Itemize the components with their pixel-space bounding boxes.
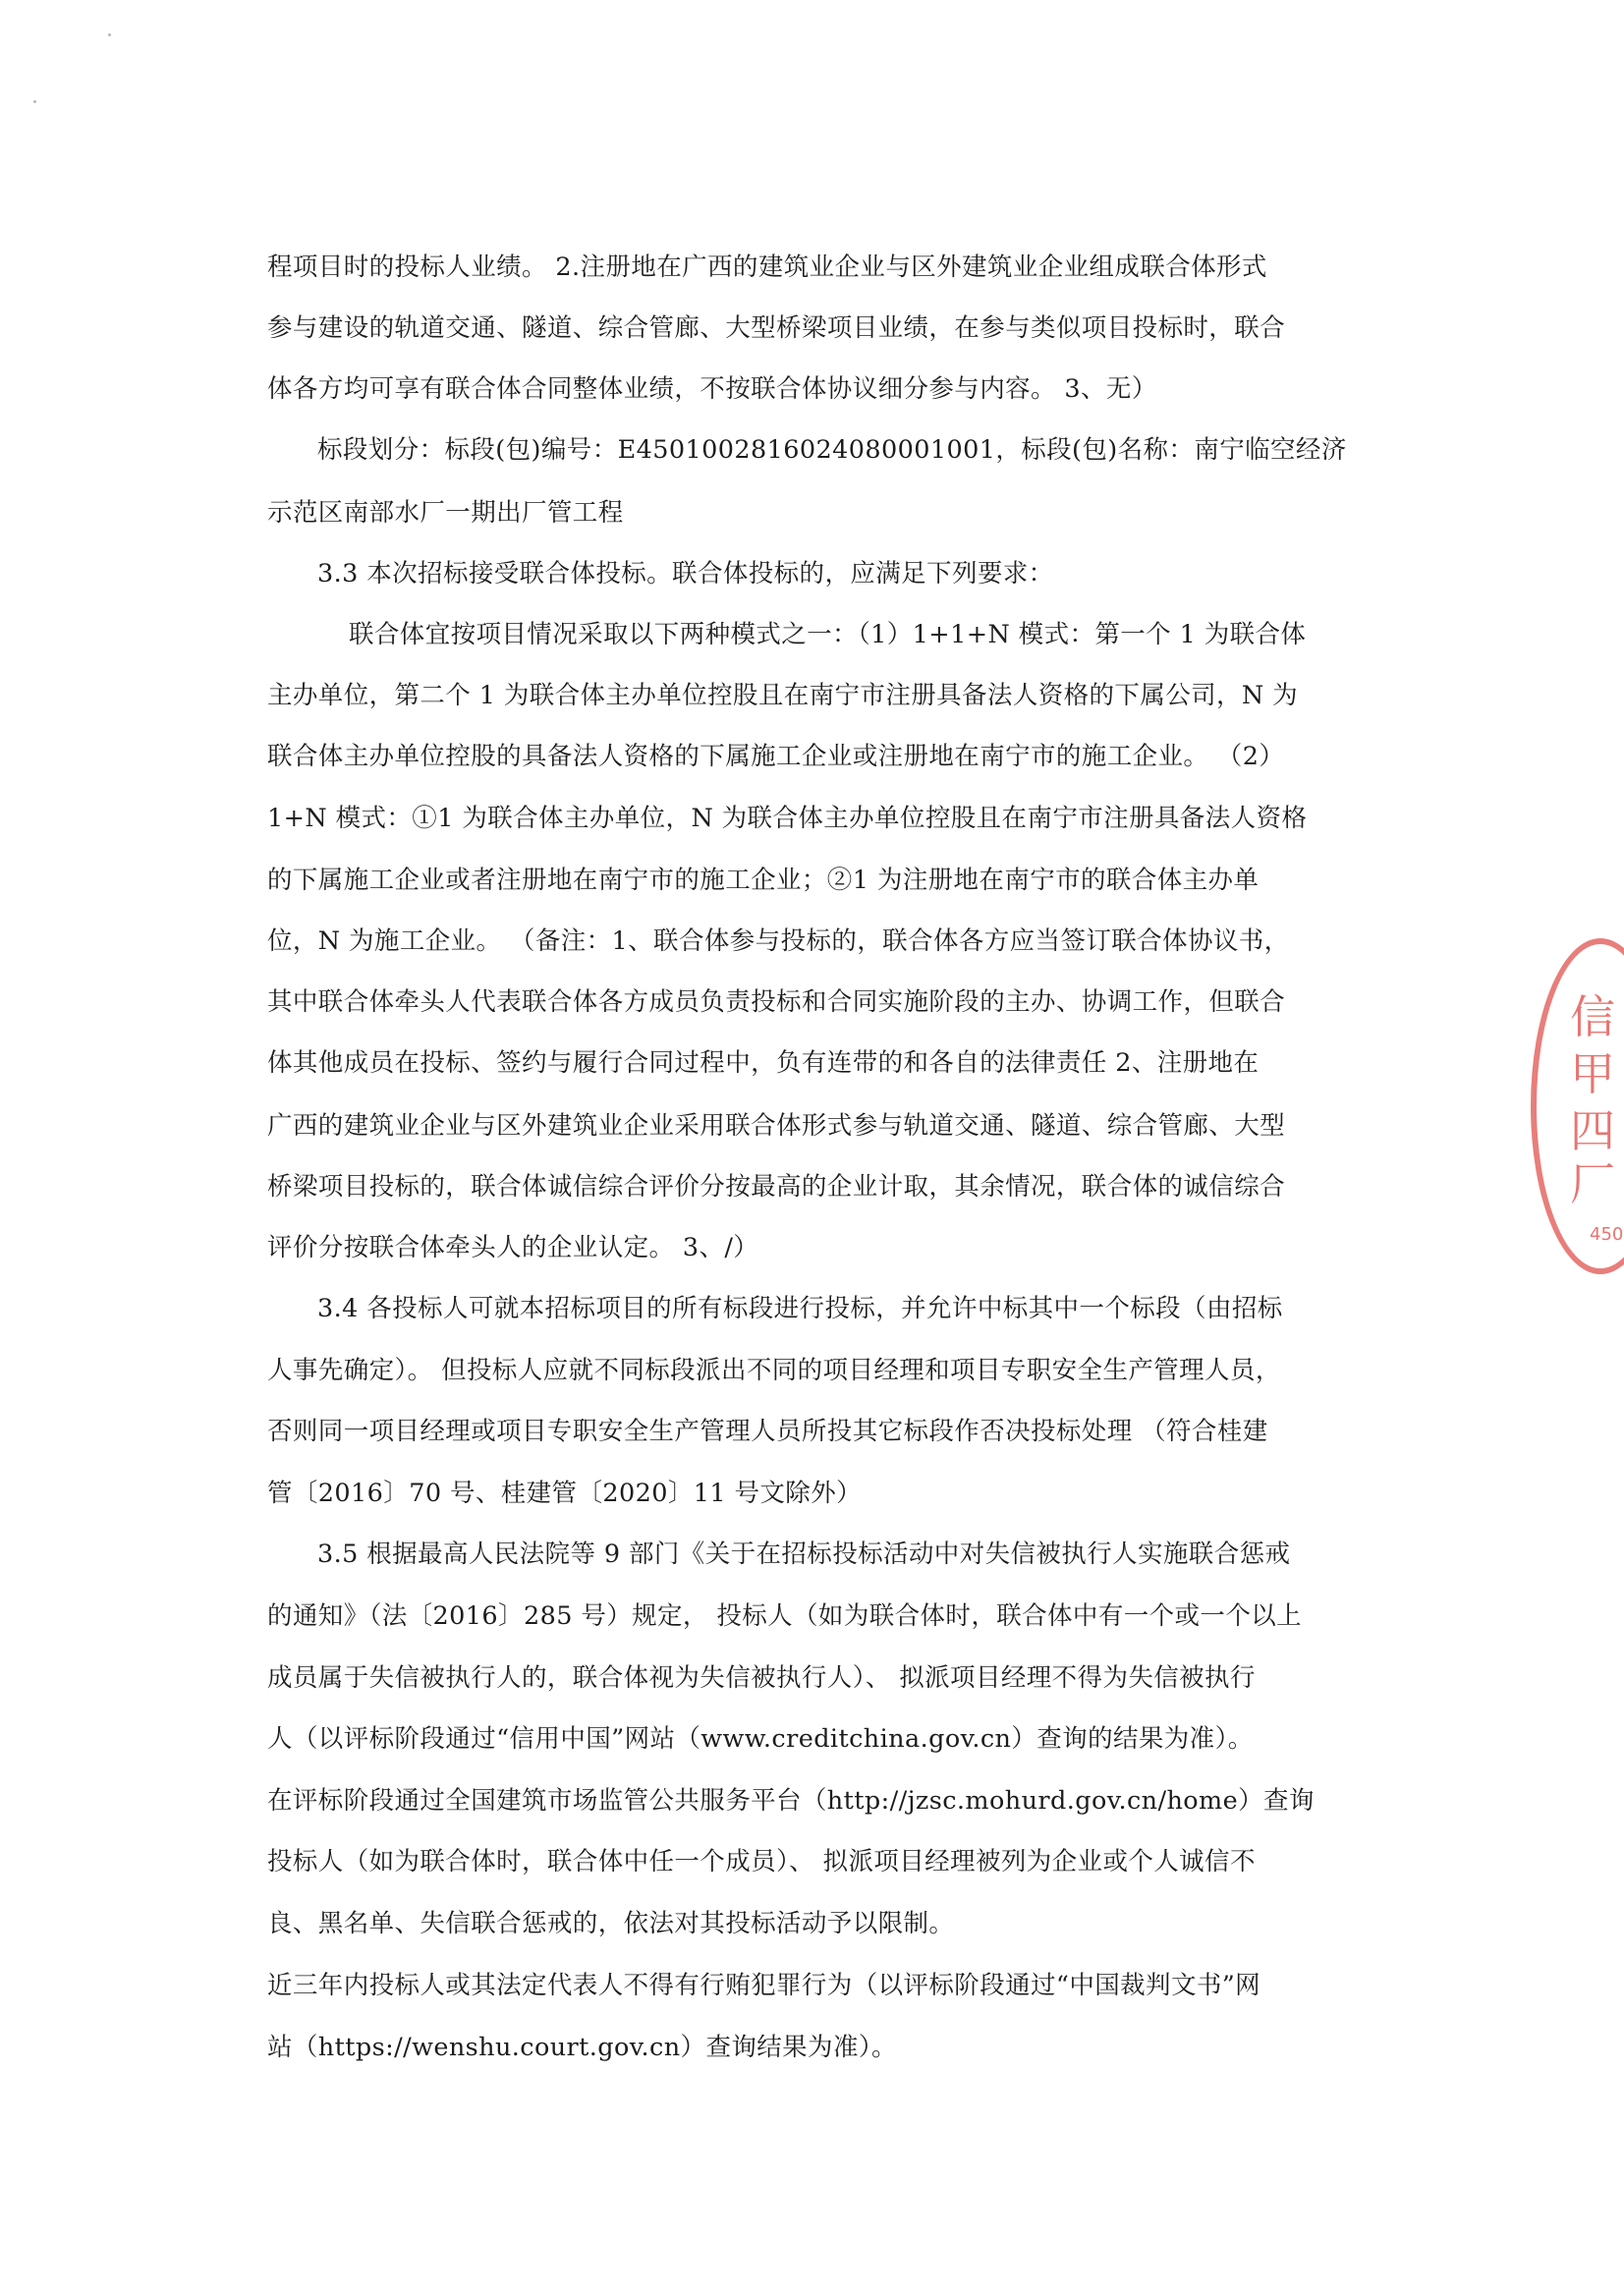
text-line: 近三年内投标人或其法定代表人不得有行贿犯罪行为（以评标阶段通过“中国裁判文书”网 [267,1971,1261,2000]
scan-speck [33,100,36,103]
text-line: 否则同一项目经理或项目专职安全生产管理人员所投其它标段作否决投标处理 （符合桂建 [267,1417,1268,1446]
text-line: 其中联合体牵头人代表联合体各方成员负责投标和合同实施阶段的主办、协调工作，但联合 [267,987,1286,1017]
text-line: 1+N 模式：①1 为联合体主办单位，N 为联合体主办单位控股且在南宁市注册具备法人资格 [267,804,1308,833]
text-line: 的下属施工企业或者注册地在南宁市的施工企业；②1 为注册地在南宁市的联合体主办单 [267,866,1260,895]
seal-char: 厂 [1570,1157,1615,1210]
scan-speck [108,33,111,36]
text-line: 的通知》（法〔2016〕285 号）规定， 投标人（如为联合体时，联合体中有一个或一个以上 [267,1601,1303,1631]
text-line: 在评标阶段通过全国建筑市场监管公共服务平台（http://jzsc.mohurd.gov.cn/home）查询 [267,1786,1315,1816]
text-line: 人事先确定）。 但投标人应就不同标段派出不同的项目经理和项目专职安全生产管理人员， [267,1356,1281,1385]
text-line: 站（https://wenshu.court.gov.cn）查询结果为准）。 [267,2033,897,2062]
text-line: 投标人（如为联合体时，联合体中任一个成员）、 拟派项目经理被列为企业或个人诚信不 [267,1847,1256,1876]
text-line: 3.4 各投标人可就本招标项目的所有标段进行投标，并允许中标其中一个标段（由招标 [317,1294,1283,1323]
text-line: 联合体主办单位控股的具备法人资格的下属施工企业或注册地在南宁市的施工企业。 （2） [267,742,1285,771]
text-line: 3.3 本次招标接受联合体投标。联合体投标的，应满足下列要求： [317,559,1054,588]
text-line: 位，N 为施工企业。 （备注：1、联合体参与投标的，联合体各方应当签订联合体协议书， [267,926,1290,956]
text-line: 体各方均可享有联合体合同整体业绩，不按联合体协议细分参与内容。 3、无） [267,374,1157,404]
text-line: 良、黑名单、失信联合惩戒的，依法对其投标活动予以限制。 [267,1909,955,1938]
text-line: 成员属于失信被执行人的，联合体视为失信被执行人）、 拟派项目经理不得为失信被执行 [267,1663,1256,1693]
text-line: 管〔2016〕70 号、桂建管〔2020〕11 号文除外） [267,1479,862,1508]
text-line: 广西的建筑业企业与区外建筑业企业采用联合体形式参与轨道交通、隧道、综合管廊、大型 [267,1111,1286,1141]
seal-char: 450 [1590,1224,1624,1245]
text-line: 评价分按联合体牵头人的企业认定。 3、/） [267,1233,759,1262]
seal-char: 信 [1570,990,1615,1043]
seal-char: 四 [1570,1104,1615,1157]
text-line: 参与建设的轨道交通、隧道、综合管廊、大型桥梁项目业绩，在参与类似项目投标时，联合 [267,313,1286,343]
text-line: 人（以评标阶段通过“信用中国”网站（www.creditchina.gov.cn）查询的结果为准）。 [267,1724,1254,1754]
text-line: 体其他成员在投标、签约与履行合同过程中，负有连带的和各自的法律责任 2、注册地在 [267,1048,1260,1078]
text-line: 主办单位，第二个 1 为联合体主办单位控股且在南宁市注册具备法人资格的下属公司，N 为 [267,681,1299,710]
text-line: 标段划分：标段(包)编号：E4501002816024080001001，标段(包)名称：南宁临空经济 [317,435,1347,465]
text-line: 联合体宜按项目情况采取以下两种模式之一：（1）1+1+N 模式：第一个 1 为联合体 [349,620,1307,649]
seal-char: 甲 [1570,1047,1615,1100]
text-line: 示范区南部水厂一期出厂管工程 [267,498,624,528]
text-line: 3.5 根据最高人民法院等 9 部门《关于在招标投标活动中对失信被执行人实施联合惩戒 [317,1540,1291,1569]
text-line: 程项目时的投标人业绩。 2.注册地在广西的建筑业企业与区外建筑业企业组成联合体形式 [267,252,1267,282]
text-line: 桥梁项目投标的，联合体诚信综合评价分按最高的企业计取，其余情况，联合体的诚信综合 [267,1172,1286,1202]
